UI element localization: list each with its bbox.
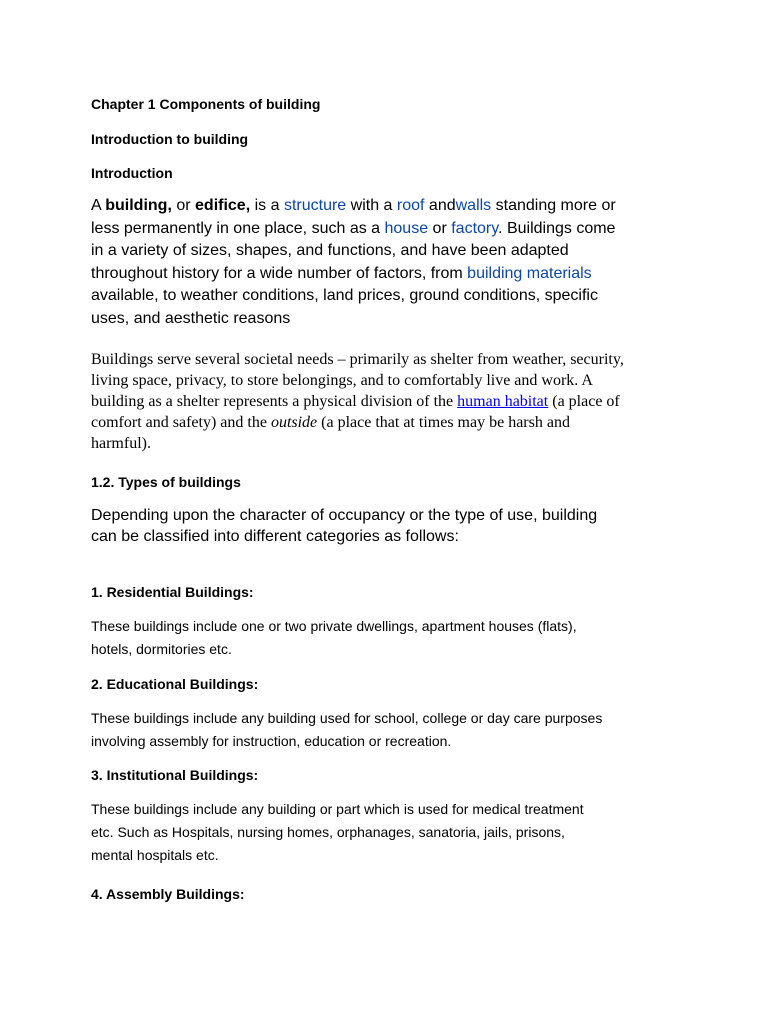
residential-heading: 1. Residential Buildings:	[91, 584, 254, 600]
societal-needs-paragraph	[91, 349, 624, 454]
paragraph-line: These buildings include any building or part which is used for medical treatment	[91, 801, 584, 817]
institutional-heading: 3. Institutional Buildings:	[91, 767, 259, 783]
human-habitat-link[interactable]: human habitat	[457, 393, 549, 410]
term-edifice: edifice,	[195, 197, 251, 214]
paragraph-line: These buildings include one or two private dwellings, apartment houses (flats),	[91, 618, 577, 634]
roof-link[interactable]: roof	[396, 197, 425, 214]
paragraph-line: harmful).	[91, 435, 151, 452]
paragraph-line: uses, and aesthetic reasons	[91, 309, 291, 327]
paragraph-line: comfort and safety) and the outside (a place that at times may be harsh and	[91, 414, 570, 431]
educational-heading: 2. Educational Buildings:	[91, 676, 259, 692]
paragraph-line: hotels, dormitories etc.	[91, 641, 232, 657]
building-definition-paragraph	[91, 195, 616, 330]
paragraph-line: etc. Such as Hospitals, nursing homes, orphanages, sanatoria, jails, prisons,	[91, 824, 565, 840]
educational-paragraph	[91, 707, 602, 753]
paragraph-line: Buildings serve several societal needs – primarily as shelter from weather, security,	[91, 351, 624, 368]
paragraph-line: throughout history for a wide number of factors, from building materials	[91, 264, 592, 282]
paragraph-line: building as a shelter represents a physical division of the human habitat (a place of	[91, 393, 620, 410]
term-building: building,	[105, 197, 172, 214]
classification-paragraph	[91, 505, 597, 547]
paragraph-line: in a variety of sizes, shapes, and functions, and have been adapted	[91, 242, 569, 259]
intro-to-building-heading: Introduction to building	[91, 131, 249, 147]
residential-paragraph	[91, 615, 577, 661]
paragraph-line: living space, privacy, to store belongings, and to comfortably live and work. A	[91, 372, 593, 389]
paragraph-line: These buildings include any building used for school, college or day care purposes	[91, 710, 603, 726]
paragraph-line: less permanently in one place, such as a house or factory. Buildings come	[91, 219, 616, 237]
structure-link[interactable]: structure	[283, 197, 347, 214]
types-heading: 1.2. Types of buildings	[91, 474, 241, 490]
term-outside: outside	[270, 414, 318, 431]
paragraph-line: involving assembly for instruction, education or recreation.	[91, 733, 452, 749]
chapter-heading: Chapter 1 Components of building	[91, 96, 321, 112]
assembly-heading: 4. Assembly Buildings:	[91, 886, 245, 902]
paragraph-line: A building, or edifice, is a structure with a roof andwalls standing more or	[91, 197, 616, 214]
house-link[interactable]: house	[384, 219, 429, 237]
paragraph-line: available, to weather conditions, land prices, ground conditions, specific	[91, 287, 598, 304]
building-materials-link[interactable]: building materials	[467, 264, 592, 282]
factory-link[interactable]: factory	[451, 219, 499, 237]
institutional-paragraph	[91, 798, 584, 867]
paragraph-line: mental hospitals etc.	[91, 847, 219, 863]
paragraph-line: Depending upon the character of occupancy or the type of use, building	[91, 507, 598, 524]
paragraph-line: can be classified into different categories as follows:	[91, 528, 459, 545]
walls-link[interactable]: walls	[455, 197, 492, 214]
introduction-heading: Introduction	[91, 165, 173, 181]
